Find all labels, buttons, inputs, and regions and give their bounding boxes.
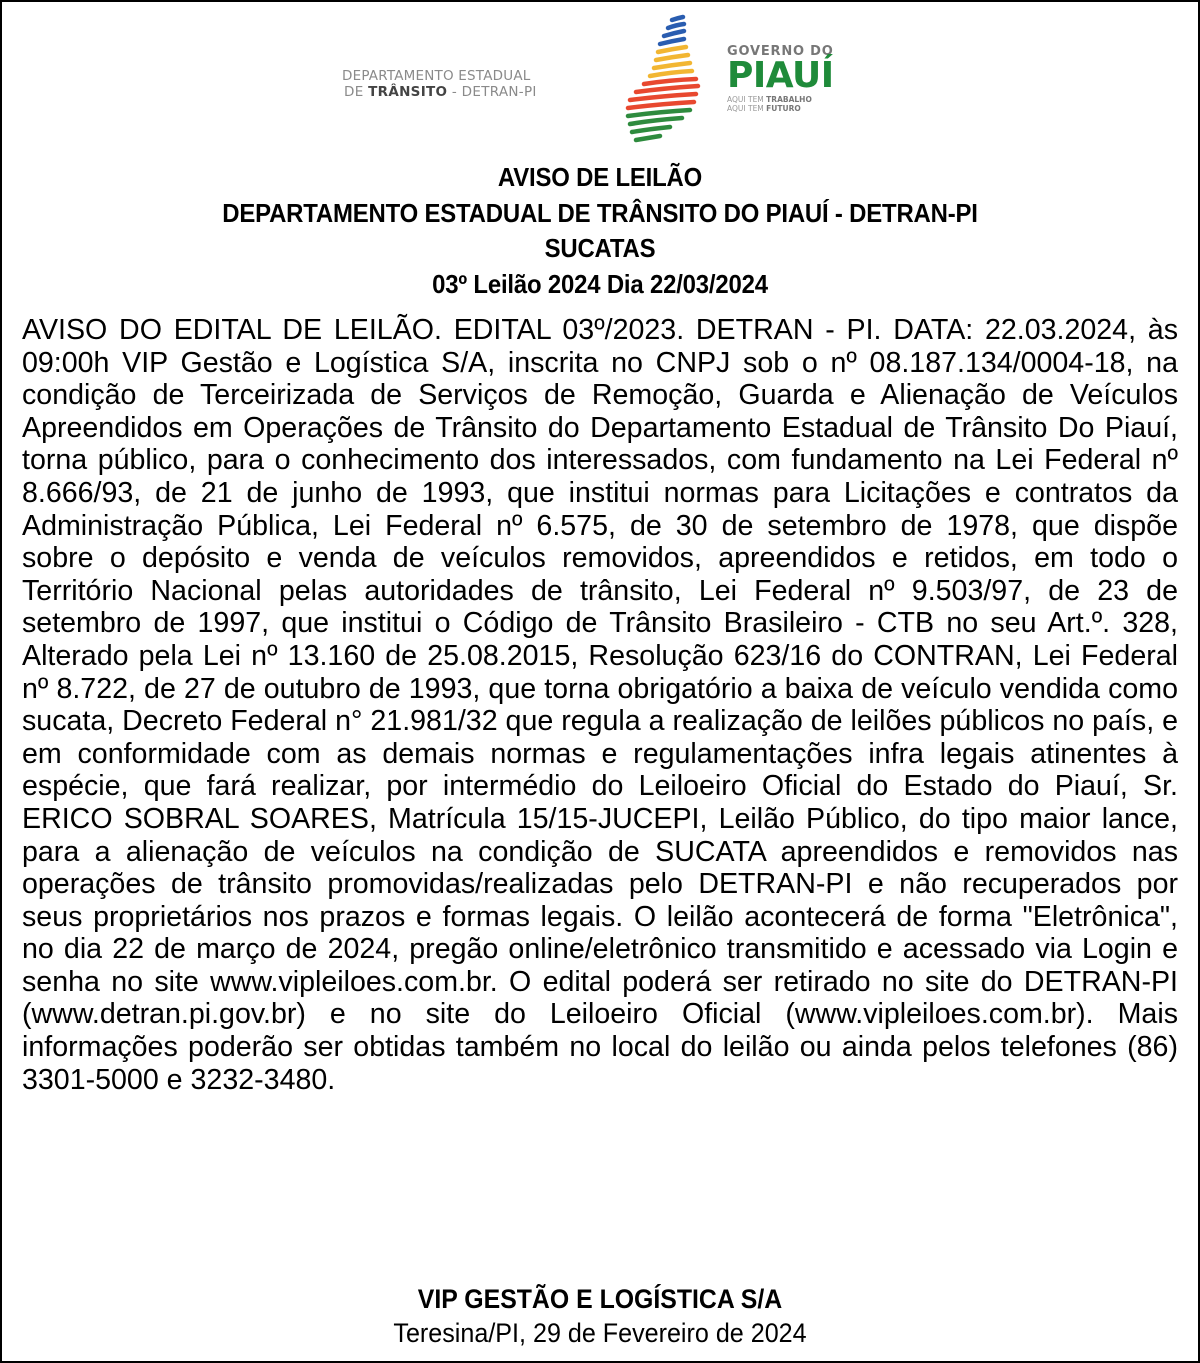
piaui-logo-governo: GOVERNO DO bbox=[727, 44, 834, 59]
detran-logo-line1: DEPARTAMENTO ESTADUAL bbox=[342, 68, 531, 84]
signature-place-date: Teresina/PI, 29 de Fevereiro de 2024 bbox=[393, 1318, 807, 1348]
piaui-map-icon bbox=[620, 12, 720, 152]
piaui-logo-slogan bbox=[727, 95, 867, 113]
slogan-2b: FUTURO bbox=[766, 104, 801, 113]
detran-logo-bold: TRÂNSITO bbox=[368, 84, 448, 100]
slogan-1a: AQUI TEM bbox=[727, 95, 767, 104]
detran-logo-suffix: - DETRAN-PI bbox=[447, 84, 537, 100]
notice-organization: DEPARTAMENTO ESTADUAL DE TRÂNSITO DO PIAUÍ - DETRAN-PI bbox=[222, 197, 978, 228]
notice-title: AVISO DE LEILÃO bbox=[497, 162, 703, 192]
notice-auction-date: 03º Leilão 2024 Dia 22/03/2024 bbox=[432, 268, 768, 299]
detran-logo-line2 bbox=[342, 84, 602, 100]
notice-category: SUCATAS bbox=[544, 233, 656, 263]
signature-block bbox=[2, 1282, 1198, 1350]
signature-company: VIP GESTÃO E LOGÍSTICA S/A bbox=[417, 1284, 783, 1314]
notice-heading bbox=[50, 160, 1150, 302]
detran-logo-prefix: DE bbox=[344, 84, 369, 100]
slogan-1b: TRABALHO bbox=[766, 95, 812, 104]
notice-body: AVISO DO EDITAL DE LEILÃO. EDITAL 03º/2023. DETRAN - PI. DATA: 22.03.2024, às 09:00h VIP Gestão e Logística S/A, inscrita no CNPJ sob o nº 08.187.134/0004-18, na condição de Terceirizada de Serviços de Remoção, Guarda e Alienação de Veículos Apreendidos em Operações de Trânsito do Departamento Estadual de Trânsito Do Piauí, torna público, para o conhecimento dos interessados, com fundamento na Lei Federal nº 8.666/93, de 21 de junho de 1993, que institui normas para Licitações e contratos da Administração Pública, Lei Federal nº 6.575, de 30 de setembro de 1978, que dispõe sobre o depósito e venda de veículos removidos, apreendidos e retidos, em todo o Território Nacional pelas autoridades de trânsito, Lei Federal nº 9.503/97, de 23 de setembro de 1997, que institui o Código de Trânsito Brasileiro - CTB no seu Art.º. 328, Alterado pela Lei nº 13.160 de 25.08.2015, Resolução 623/16 do CONTRAN, Lei Federal nº 8.722, de 27 de outubro de 1993, que torna obrigatório a baixa de veículo vendida como sucata, Decreto Federal n° 21.981/32 que regula a realização de leilões públicos no país, e em conformidade com as demais normas e regulamentações infra legais atinentes à espécie, que fará realizar, por intermédio do Leiloeiro Oficial do Estado do Piauí, Sr. ERICO SOBRAL SOARES, Matrícula 15/15-JUCEPI, Leilão Público, do tipo maior lance, para a alienação de veículos na condição de SUCATA apreendidos e removidos nas operações de trânsito promovidas/realizadas pelo DETRAN-PI e não recuperados por seus proprietários nos prazos e formas legais. O leilão acontecerá de forma "Eletrônica", no dia 22 de março de 2024, pregão online/eletrônico transmitido e acessado via Login e senha no site www.vipleiloes.com.br. O edital poderá ser retirado no site do DETRAN-PI (www.detran.pi.gov.br) e no site do Leiloeiro Oficial (www.vipleiloes.com.br). Mais informações poderão ser obtidas também no local do leilão ou ainda pelos telefones (86) 3301-5000 e 3232-3480. bbox=[22, 314, 1178, 1096]
header-logos bbox=[2, 2, 1198, 162]
detran-logo bbox=[342, 68, 602, 100]
slogan-2a: AQUI TEM bbox=[727, 104, 767, 113]
piaui-logo-name: PIAUÍ bbox=[727, 55, 834, 96]
piaui-logo-text bbox=[727, 44, 867, 113]
